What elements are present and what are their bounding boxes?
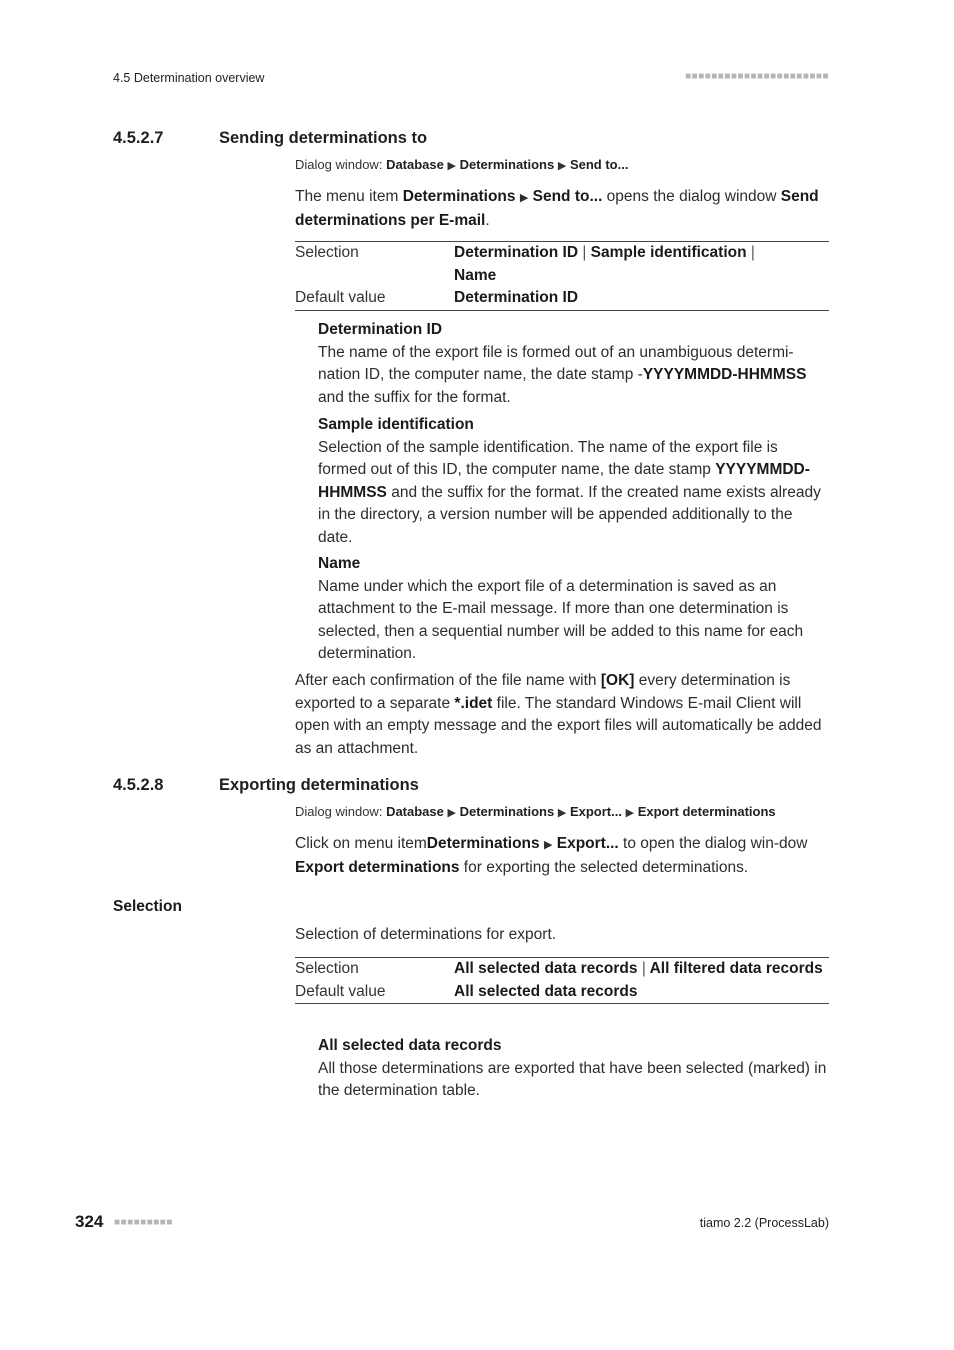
option-all-selected (318, 1035, 830, 1103)
option-sample-identification (318, 414, 830, 549)
arrow-right-icon: ▶ (543, 839, 553, 851)
parameter-table (295, 957, 829, 1004)
option-title: Name (318, 555, 361, 572)
dialog-path: Dialog window: Database ▶ Determinations ▶ Export... ▶ Export determinations (295, 804, 776, 819)
section-number: 4.5.2.8 (113, 776, 164, 794)
default-label: Default value (295, 289, 386, 306)
option-text: The name of the export file is formed out of an unambiguous determi-nation ID, the computer name, the date stamp -YYYYMMDD-HHMMSS and the suffix for the format. (318, 343, 807, 406)
arrow-right-icon: ▶ (557, 807, 567, 819)
arrow-right-icon: ▶ (447, 807, 456, 819)
intro-paragraph: The menu item Determinations ▶ Send to... opens the dialog window Send determinations per E-mail. (295, 188, 819, 229)
option-determination-id (318, 319, 830, 409)
running-header-section: 4.5 Determination overview (113, 71, 265, 85)
option-title: Sample identification (318, 416, 474, 433)
section-number: 4.5.2.7 (113, 129, 164, 147)
footer-decor: ■■■■■■■■■ (114, 1217, 173, 1228)
default-value: Determination ID (454, 289, 579, 306)
section-title: Exporting determinations (219, 776, 419, 794)
option-text: Name under which the export file of a determination is saved as an attachment to the E-mail message. If more than one determination is selected, then a sequential number will be added to this name for each determination. (318, 577, 804, 662)
option-title: Determination ID (318, 321, 443, 338)
arrow-right-icon: ▶ (519, 192, 529, 204)
parameter-table (295, 241, 829, 311)
selection-label: Selection (295, 244, 359, 261)
selection-label: Selection (295, 960, 359, 977)
selection-values: Determination ID | Sample identification | Name (454, 244, 755, 284)
option-text: All those determinations are exported that have been selected (marked) in the determination table. (318, 1059, 827, 1099)
section-title: Sending determinations to (219, 129, 428, 147)
running-header-decor: ■■■■■■■■■■■■■■■■■■■■■■ (685, 71, 829, 82)
page-number: 324 (75, 1212, 104, 1231)
selection-values: All selected data records | All filtered data records (454, 960, 823, 977)
default-value: All selected data records (454, 982, 638, 1000)
subsection-intro: Selection of determinations for export. (295, 926, 557, 943)
subsection-heading: Selection (113, 898, 182, 915)
arrow-right-icon: ▶ (447, 160, 456, 172)
option-name (318, 553, 830, 666)
default-label: Default value (295, 982, 386, 1000)
footer-product: tiamo 2.2 (ProcessLab) (699, 1216, 829, 1230)
arrow-right-icon: ▶ (625, 807, 635, 819)
after-paragraph: After each confirmation of the file name with [OK] every determination is exported to a separate *.idet file. The standard Windows E-mail Client will open with an empty message and the export files will automatically be added as an attachment. (295, 672, 822, 757)
arrow-right-icon: ▶ (557, 160, 567, 172)
option-title: All selected data records (318, 1037, 502, 1054)
intro-paragraph: Click on menu itemDeterminations ▶ Export... to open the dialog win-dow Export determinations for exporting the selected determinations. (295, 835, 808, 876)
option-text: Selection of the sample identification. The name of the export file is formed out of this ID, the computer name, the date stamp YYYYMMDD-HHMMSS and the suffix for the format. If the created name exists already in the directory, a version number will be appended additionally to the date. (318, 438, 821, 546)
dialog-path: Dialog window: Database ▶ Determinations ▶ Send to... (295, 157, 629, 172)
